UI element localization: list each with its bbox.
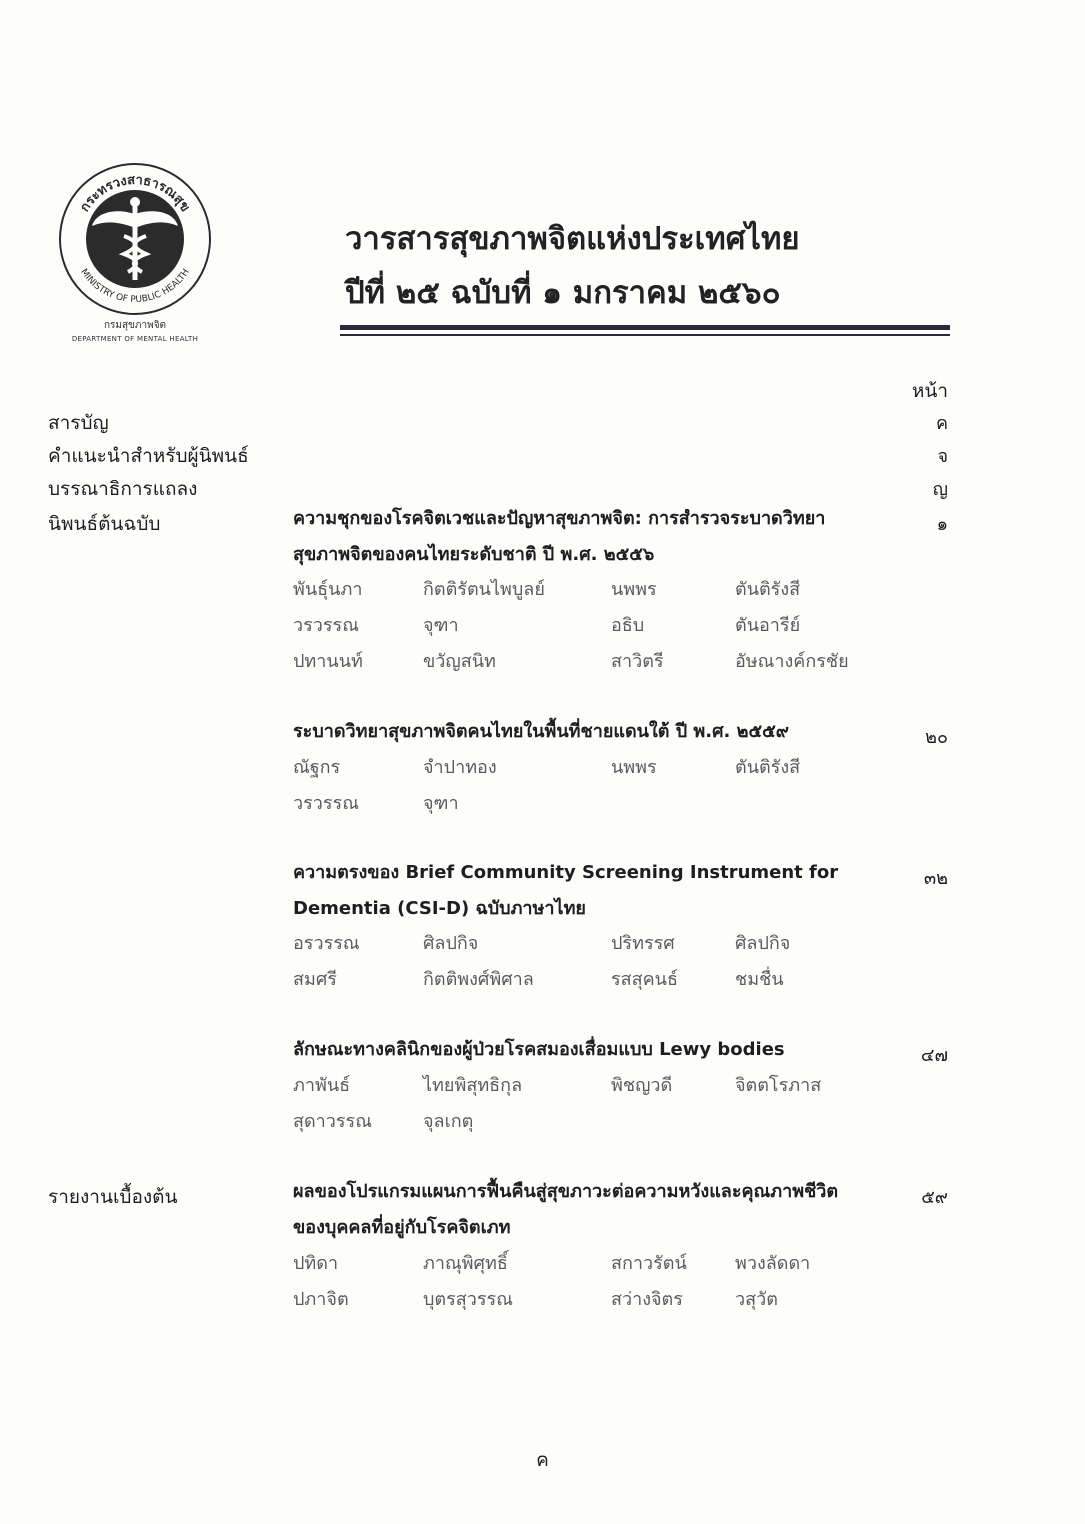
author-last-name: ศิลปกิจ [735, 933, 791, 954]
article-page: ๑ [936, 514, 948, 535]
author-last-name: ตันติรังสี [735, 757, 801, 778]
author-last-name: จำปาทอง [423, 757, 497, 778]
author-last-name: อัษณางค์กรชัย [735, 651, 849, 672]
article-title-line: ความตรงของ Brief Community Screening Instrument for [293, 862, 839, 883]
article-title-line: ลักษณะทางคลินิกของผู้ป่วยโรคสมองเสื่อมแบบ Lewy bodies [293, 1039, 785, 1060]
article-page: ๒๐ [925, 727, 948, 748]
article-title[interactable] [293, 1174, 883, 1246]
toc-page-contents: ค [935, 413, 948, 434]
journal-header [345, 212, 800, 320]
author-first-name: ปทิดา [293, 1253, 339, 1274]
author-first-name: อรวรรณ [293, 933, 360, 954]
article-title-line: ผลของโปรแกรมแผนการฟื้นคืนสู่สุขภาวะต่อความหวังและคุณภาพชีวิต [293, 1181, 839, 1202]
toc-page-editorial: ญ [932, 479, 948, 500]
journal-title: วารสารสุขภาพจิตแห่งประเทศไทย [345, 221, 800, 257]
author-first-name: สว่างจิตร [611, 1289, 683, 1310]
author-last-name: ชมชื่น [735, 969, 784, 990]
author-first-name: ปริทรรศ [611, 933, 675, 954]
toc-item-author-guide[interactable]: คำแนะนำสำหรับผู้นิพนธ์ [48, 445, 249, 467]
author-last-name: ศิลปกิจ [423, 933, 479, 954]
svg-text:MINISTRY OF PUBLIC HEALTH: MINISTRY OF PUBLIC HEALTH [78, 267, 192, 306]
author-last-name: บุตรสุวรรณ [423, 1289, 513, 1310]
article-title-line: ระบาดวิทยาสุขภาพจิตคนไทยในพื้นที่ชายแดนใต้ ปี พ.ศ. ๒๕๕๙ [293, 721, 789, 742]
toc-item-editorial[interactable]: บรรณาธิการแถลง [48, 478, 198, 500]
article-page: ๕๙ [921, 1187, 948, 1208]
author-last-name: จุลเกตุ [423, 1111, 474, 1132]
author-last-name: จิตตโรภาส [735, 1075, 822, 1096]
author-first-name: อธิบ [611, 615, 645, 636]
issue-line: ปีที่ ๒๕ ฉบับที่ ๑ มกราคม ๒๕๖๐ [345, 275, 781, 311]
toc-page-author-guide: จ [937, 446, 948, 467]
author-first-name: ภาพันธ์ [293, 1075, 351, 1096]
author-last-name: จุฑา [423, 615, 459, 636]
author-first-name: รสสุคนธ์ [611, 969, 678, 990]
department-name-thai: กรมสุขภาพจิต [103, 320, 167, 331]
header-rule-thin [340, 334, 950, 336]
article-page: ๔๗ [920, 1045, 948, 1066]
author-first-name: วรวรรณ [293, 615, 359, 636]
toc-item-contents[interactable]: สารบัญ [48, 412, 109, 434]
article-title[interactable] [293, 855, 883, 927]
author-last-name: พวงลัดดา [735, 1253, 811, 1274]
article-title[interactable] [293, 1032, 883, 1068]
author-last-name: ไทยพิสุทธิกุล [423, 1075, 523, 1096]
ministry-seal-icon [58, 162, 212, 316]
article-title-line: Dementia (CSI-D) ฉบับภาษาไทย [293, 898, 586, 919]
author-last-name: กิตติพงศ์พิศาล [423, 969, 534, 990]
author-first-name: สุดาวรรณ [293, 1111, 372, 1132]
article-title-line: ความชุกของโรคจิตเวชและปัญหาสุขภาพจิต: การสำรวจระบาดวิทยา [293, 508, 826, 529]
author-first-name: สมศรี [293, 969, 337, 990]
section-heading-preliminary: รายงานเบื้องต้น [48, 1186, 178, 1208]
header-rule-thick [340, 325, 950, 330]
author-first-name: พิชญวดี [611, 1075, 673, 1096]
page-number: ค [536, 1449, 549, 1471]
author-first-name: นพพร [611, 579, 657, 600]
author-first-name: นพพร [611, 757, 657, 778]
author-last-name: กิตติรัตนไพบูลย์ [423, 579, 545, 600]
department-name-english: DEPARTMENT OF MENTAL HEALTH [71, 335, 199, 343]
author-last-name: ตันอารีย์ [735, 615, 801, 636]
article-page: ๓๒ [923, 868, 948, 889]
author-first-name: ปทานนท์ [293, 651, 363, 672]
author-first-name: ณัฐกร [293, 757, 341, 778]
author-last-name: จุฑา [423, 793, 459, 814]
author-first-name: ปภาจิต [293, 1289, 349, 1310]
author-last-name: ภาณุพิศุทธิ์ [423, 1253, 508, 1274]
article-title[interactable] [293, 714, 883, 750]
author-first-name: สกาวรัตน์ [611, 1253, 687, 1274]
article-title[interactable] [293, 501, 883, 573]
author-last-name: ขวัญสนิท [423, 651, 496, 672]
author-last-name: ตันติรังสี [735, 579, 801, 600]
author-first-name: สาวิตรี [611, 651, 664, 672]
author-last-name: วสุวัต [735, 1289, 778, 1310]
page-column-header: หน้า [911, 380, 948, 402]
ministry-logo [55, 162, 215, 362]
author-first-name: วรวรรณ [293, 793, 359, 814]
article-title-line: สุขภาพจิตของคนไทยระดับชาติ ปี พ.ศ. ๒๕๕๖ [293, 544, 655, 565]
svg-text:กระทรวงสาธารณสุข: กระทรวงสาธารณสุข [77, 172, 193, 215]
author-first-name: พันธุ์นภา [293, 579, 363, 600]
section-heading-original: นิพนธ์ต้นฉบับ [48, 513, 161, 535]
article-title-line: ของบุคคลที่อยู่กับโรคจิตเภท [293, 1217, 511, 1238]
